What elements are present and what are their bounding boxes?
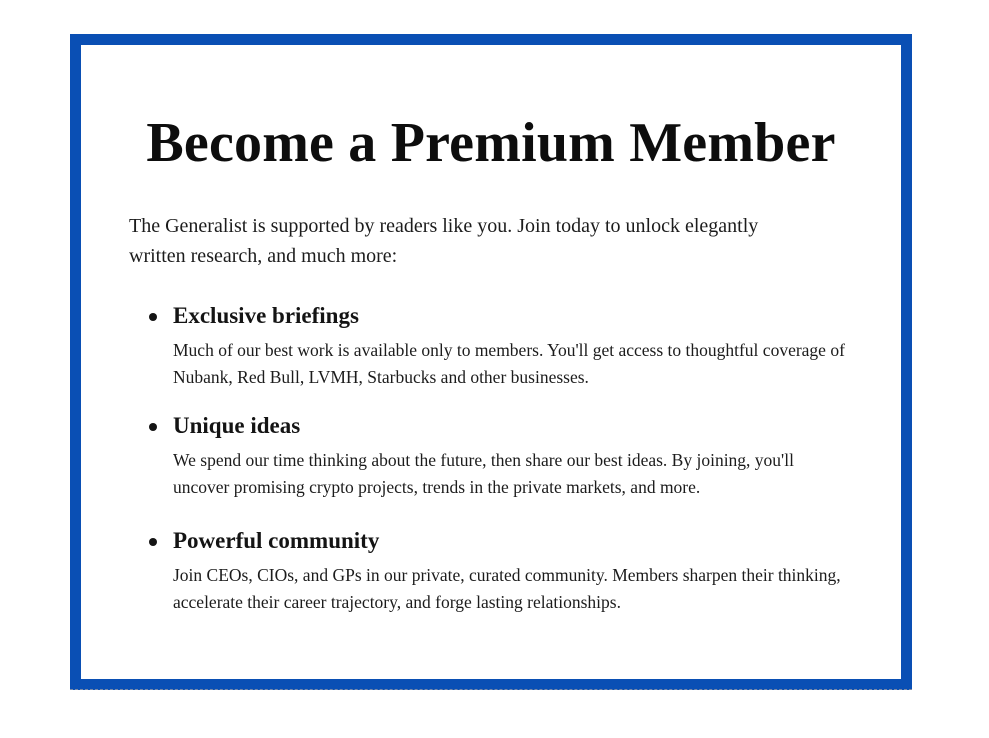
bullet-icon [149, 313, 157, 321]
benefit-title: Powerful community [173, 528, 380, 553]
benefit-description: We spend our time thinking about the future, then share our best ideas. By joining, you'll uncover promising crypto projects, trends in the private markets, and more. [173, 450, 794, 497]
benefit-powerful-community [149, 526, 849, 616]
bullet-icon [149, 423, 157, 431]
benefit-unique-ideas [149, 411, 849, 501]
section-divider [70, 689, 912, 690]
intro-paragraph: The Generalist is supported by readers like you. Join today to unlock elegantly written research, and much more: [129, 215, 759, 267]
premium-membership-card [70, 34, 912, 690]
benefit-title: Unique ideas [173, 413, 301, 438]
benefit-description: Much of our best work is available only to members. You'll get access to thoughtful coverage of Nubank, Red Bull, LVMH, Starbucks and other businesses. [173, 340, 845, 387]
page-title: Become a Premium Member [146, 112, 836, 174]
benefit-title: Exclusive briefings [173, 303, 359, 328]
benefit-description: Join CEOs, CIOs, and GPs in our private, curated community. Members sharpen their thinking, accelerate their career trajectory, and forge lasting relationships. [173, 565, 841, 612]
bullet-icon [149, 538, 157, 546]
benefit-exclusive-briefings [149, 301, 849, 391]
